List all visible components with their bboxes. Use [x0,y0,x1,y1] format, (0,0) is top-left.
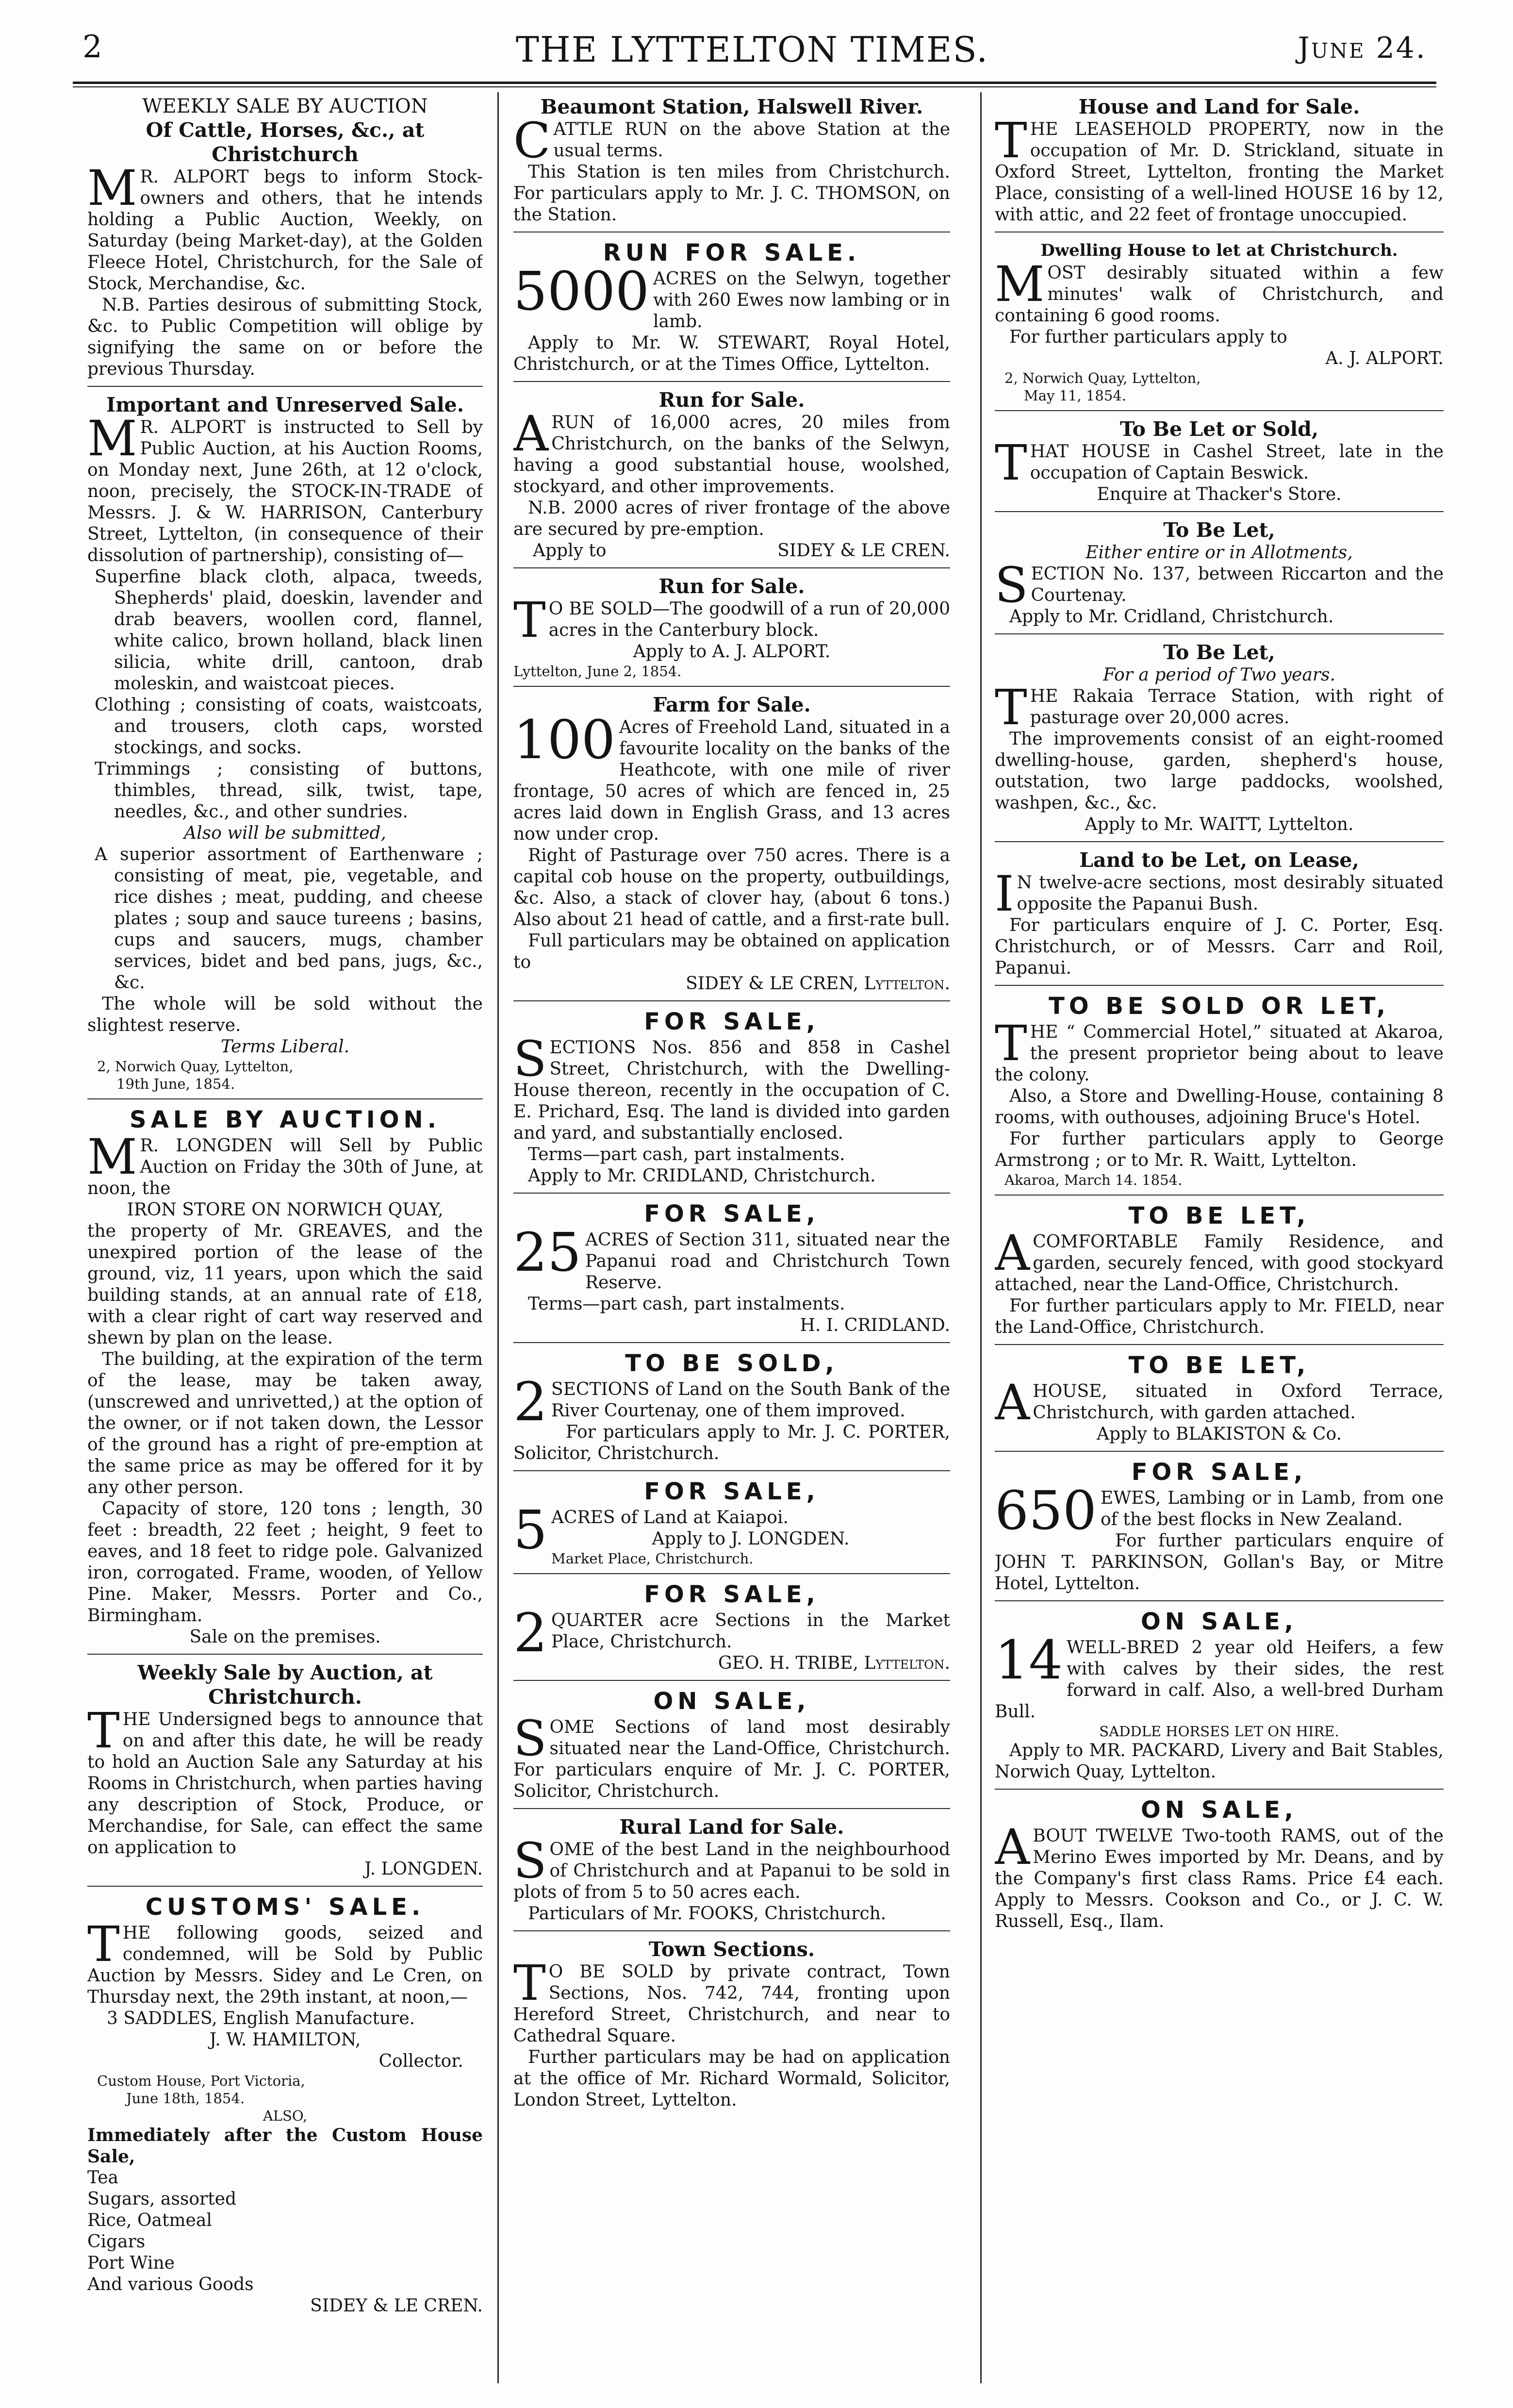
ad-commercial-hotel [995,992,1444,1189]
list-item: 3 SADDLES, English Manufacture. [107,2009,415,2028]
ad-heading: Weekly Sale by Auction, at Christchurch. [137,1661,433,1709]
apply-line: Apply to Mr. Cridland, Christchurch. [1009,607,1334,627]
ad-paragraph: For further particulars apply to Mr. FIELD, near the Land-Office, Christchurch. [995,1296,1444,1337]
separator [995,410,1444,411]
ad-body: 2 QUARTER acre Sections in the Market Place, Christchurch. [513,1602,950,1664]
drop-initial: A [995,1374,1030,1431]
date: Lyttelton, June 2, 1854. [513,663,682,680]
ad-body: T O BE SOLD—The goodwill of a run of 20,000 acres in the Canterbury block. [513,592,950,648]
goods-item: Cigars [87,2232,146,2252]
ad-weekly-sale [87,95,483,380]
ad-body: 2 SECTIONS of Land on the South Bank of the River Courtenay, one of them improved. [513,1371,950,1433]
ad-weekly-christchurch [87,1661,483,1880]
ad-paragraph: This Station is ten miles from Christchurch. For particulars apply to Mr. J. C. THOMSON, on the Station. [513,162,950,225]
separator [513,1342,950,1343]
ad-note: N.B. Parties desirous of submitting Stock, &c. to Public Competition will oblige by signifying the same on or before the previous Thursday. [87,295,483,379]
ad-note: N.B. 2000 acres of river frontage of the above are secured by pre-emption. [513,498,950,539]
ad-land-lease [995,848,1444,979]
ad-body: MOST desirably situated within a few minutes' walk of Christchurch, and containing 6 good rooms. [995,256,1444,326]
apply-line: Apply to A. J. ALPORT. [633,642,831,662]
ad-heading: ON SALE, [653,1688,810,1715]
separator [87,1886,483,1887]
drop-initial: A [995,1819,1030,1876]
ad-subheading: Of Cattle, Horses, &c., at Christchurch [146,118,425,166]
ad-heading: WEEKLY SALE BY AUCTION [142,95,428,117]
ad-heading: TO BE SOLD, [625,1350,839,1377]
ad-body: 25 ACRES of Section 311, situated near the Papanui road and Christchurch Town Reserve. [513,1221,950,1293]
ad-heading: TO BE SOLD OR LET, [1049,993,1390,1020]
drop-number: 5 [513,1499,547,1561]
masthead-rule [73,82,1436,84]
apply-line: Apply to J. LONGDEN. [652,1529,850,1549]
separator [87,1098,483,1099]
drop-initial: T [87,1916,120,1973]
ad-body: THE Undersigned begs to announce that on and after this date, he will be ready to hold an Auction Sale any Saturday at his Rooms in Christchurch, when parties having any description of Stock, Produce, or Merchandise, for Sale, can effect the same on application to [87,1702,483,1858]
separator [513,1573,950,1574]
ad-paragraph: Right of Pasturage over 750 acres. There is a capital cob house on the property, outbuildings, &c. Also, a stack of clover hay, (about 6 tons.) Also about 21 head of cattle, and a first-rate bull. [513,846,950,930]
drop-initial: T [995,112,1027,169]
ad-two-sections [513,1349,950,1464]
ad-heading: ON SALE, [1140,1608,1298,1635]
separator [513,381,950,382]
ad-paragraph: Particulars of Mr. FOOKS, Christchurch. [528,1904,887,1924]
ad-sections-cashel [513,1007,950,1187]
ad-body: THE following goods, seized and condemned, will be Sold by Public Auction by Messrs. Sidey and Le Cren, on Thursday next, the 29th instant, at noon,— [87,1916,483,2007]
signature-title: Collector. [378,2051,463,2071]
drop-initial: M [995,256,1045,313]
ad-paragraph: The building, at the expiration of the term of the lease, may be taken away, (unscrewed and unrivetted,) at the option of the owner, or if not taken down, the Lessor of the ground has a right of pre-emption at the same price as may be offered for it by any other person. [87,1349,483,1497]
ad-body: SECTIONS Nos. 856 and 858 in Cashel Street, Christchurch, with the Dwelling-House thereon, recently in the occupation of C. E. Prichard, Esq. The land is divided into garden and yard, and substantially enclosed. [513,1030,950,1143]
separator [513,1930,950,1931]
separator [513,567,950,568]
ad-heading: Farm for Sale. [653,693,811,716]
also-label: ALSO, [263,2108,308,2124]
drop-initial: M [87,410,137,467]
drop-initial: A [995,1225,1030,1281]
ad-heading: FOR SALE, [644,1200,820,1228]
ad-body: AHOUSE, situated in Oxford Terrace, Christchurch, with garden attached. [995,1374,1444,1431]
ad-body: T O BE SOLD by private contract, Town Sections, Nos. 742, 744, fronting upon Hereford Street, Christchurch, and near to Cathedral Square. [513,1955,950,2046]
separator [513,1680,950,1681]
drop-initial: T [513,592,546,648]
ad-body: 14 WELL-BRED 2 year old Heifers, a few with calves by their sides, the rest forward in calf. Also, a well-bred Durham Bull. [995,1629,1444,1722]
ad-subheading: For a period of Two years. [1103,665,1335,685]
drop-initial: I [995,865,1014,922]
date: May 11, 1854. [1024,387,1126,404]
ad-paragraph: For further particulars enquire of JOHN T. PARKINSON, Gollan's Bay, or Mitre Hotel, Lyttelton. [995,1531,1444,1594]
ad-body: SOME Sections of land most desirably situated near the Land-Office, Christchurch. For particulars enquire of Mr. J. C. PORTER, Solicitor, Christchurch. [513,1710,950,1801]
drop-initial: S [513,1832,547,1889]
drop-number: 2 [513,1371,547,1433]
ad-paragraph: The improvements consist of an eight-roomed dwelling-house, garden, shepherd's house, outstation, two large paddocks, woolshed, washpen, &c., &c. [995,729,1444,813]
signature: J. W. HAMILTON, [209,2030,361,2050]
terms: Terms—part cash, part instalments. [528,1145,845,1164]
ad-body: 650 EWES, Lambing or in Lamb, from one of the best flocks in New Zealand. [995,1479,1444,1542]
ad-paragraph: For further particulars apply to George Armstrong ; or to Mr. R. Waitt, Lyttelton. [995,1129,1444,1170]
list-item: Clothing ; consisting of coats, waistcoats, and trousers, cloth caps, worsted stockings, and socks. [95,695,483,758]
apply-line: Apply to SIDEY & LE CREN. [533,541,950,561]
ad-body: 5 ACRES of Land at Kaiapoi. [513,1499,789,1561]
ad-paragraph: Apply to MR. PACKARD, Livery and Bait Stables, Norwich Quay, Lyttelton. [995,1741,1444,1782]
ad-heading: TO BE LET, [1128,1202,1310,1229]
ad-paragraph: Also, a Store and Dwelling-House, containing 8 rooms, with outhouses, adjoining Bruce's Hotel. [995,1086,1444,1128]
ad-heading: FOR SALE, [644,1008,820,1035]
ad-heading: Important and Unreserved Sale. [106,393,464,416]
ad-beaumont-station [513,95,950,226]
ad-customs-sale [87,1893,483,2317]
ad-subheading: Immediately after the Custom House Sale, [87,2125,483,2167]
ad-rams [995,1795,1444,1932]
separator [513,1000,950,1001]
drop-number: 25 [513,1221,581,1283]
ad-paragraph: Enquire at Thacker's Store. [1097,484,1342,504]
ad-heading: Rural Land for Sale. [619,1815,844,1839]
column-2 [513,95,950,2111]
ad-heading: Run for Sale. [658,575,805,598]
ad-paragraph: Sale on the premises. [189,1627,381,1647]
ad-heading: Run for Sale. [658,388,805,412]
ad-body: THAT HOUSE in Cashel Street, late in the occupation of Captain Beswick. [995,434,1444,491]
goods-item: Rice, Oatmeal [87,2210,212,2230]
ad-section-137 [995,518,1444,628]
ad-subheading: Also will be submitted, [184,823,386,843]
list-item: A superior assortment of Earthenware ; consisting of meat, pie, vegetable, and rice dishes ; meat, pudding, and cheese plates ; soup and sauce tureens ; basins, cups and saucers, mugs, chamber services, bidet and bed pans, jugs, &c., &c. [95,845,483,993]
ad-sale-by-auction [87,1105,483,1648]
terms: Terms Liberal. [220,1037,350,1057]
ad-body: M R. ALPORT begs to inform Stock-owners and others, that he intends holding a Public Auction, Weekly, on Saturday (being Market-day), at the Golden Fleece Hotel, Christchurch, for the Sale of Stock, Merchandise, &c. [87,160,483,294]
separator [995,1195,1444,1196]
date: 19th June, 1854. [116,1076,235,1092]
ad-oxford-terrace [995,1351,1444,1445]
address: 2, Norwich Quay, Lyttelton, [97,1058,294,1075]
ad-unreserved-sale [87,393,483,1093]
ad-paragraph: Further particulars may be had on application at the office of Mr. Richard Wormald, Solicitor, London Street, Lyttelton. [513,2047,950,2110]
goods-item: Port Wine [87,2253,175,2273]
ad-650-ewes [995,1458,1444,1594]
apply-line: Apply to Mr. CRIDLAND, Christchurch. [528,1166,876,1186]
address: 2, Norwich Quay, Lyttelton, [1004,370,1201,386]
ad-body: M R. LONGDEN will Sell by Public Auction on Friday the 30th of June, at noon, the [87,1129,483,1198]
signature: J. LONGDEN. [364,1859,483,1879]
ad-body: SECTION No. 137, between Riccarton and the Courtenay. [995,557,1444,614]
drop-initial: A [513,405,549,462]
address: Market Place, Christchurch. [551,1550,754,1567]
ad-body: SOME of the best Land in the neighbourhood of Christchurch and at Papanui to be sold in plots of from 5 to 50 acres each. [513,1832,950,1902]
ad-run-goodwill [513,574,950,680]
ad-heading: RUN FOR SALE. [603,239,861,266]
ad-quarter-acre [513,1580,950,1674]
ad-heading: To Be Let, [1163,641,1275,664]
ad-heading: To Be Let, [1163,518,1275,542]
ad-rakaia-station [995,640,1444,835]
separator [995,1789,1444,1790]
separator [87,386,483,387]
drop-initial: T [995,434,1027,491]
ad-heading: FOR SALE, [644,1581,820,1608]
ad-paragraph: Full particulars may be obtained on application to [513,931,950,972]
separator [87,1654,483,1655]
ad-dwelling-house [995,238,1444,404]
ad-heading: Town Sections. [648,1938,815,1961]
column-3 [995,95,1444,1932]
ad-body: 100 Acres of Freehold Land, situated in a favourite locality on the banks of the Heathcote, with one mile of river frontage, 50 acres of which are fenced in, 25 acres laid down in English Grass, and 13 acres now under crop. [513,709,950,844]
ad-body: THE LEASEHOLD PROPERTY, now in the occupation of Mr. D. Strickland, situate in Oxford Street, Lyttelton, fronting the Market Place, consisting of a well-lined HOUSE 16 by 12, with attic, and 22 feet of frontage unoccupied. [995,112,1444,225]
newspaper-title: THE LYTTELTON TIMES. [515,29,989,70]
drop-initial: T [995,679,1027,736]
drop-initial: S [513,1710,547,1767]
ad-heading: FOR SALE, [1131,1459,1307,1486]
ad-heifers [995,1607,1444,1783]
ad-paragraph: Capacity of store, 120 tons ; length, 30 feet : breadth, 22 feet ; height, 9 feet to eaves, and 18 feet to ridge pole. Galvanized iron, corrogated. Frame, wooden, of Yellow Pine. Maker, Messrs. Porter and Co., Birmingham. [87,1499,483,1626]
signature: H. I. CRIDLAND. [800,1315,950,1335]
ad-body: ACOMFORTABLE Family Residence, and garden, securely fenced, with good stockyard attached, near the Land-Office, Christchurch. [995,1225,1444,1295]
ad-paragraph: the property of Mr. GREAVES, and the unexpired portion of the lease of the ground, viz, 11 years, upon which the said building stands, at an annual rate of £18, with a clear right of cart way reserved and shewn by plan on the lease. [87,1221,483,1348]
ad-heading: Beaumont Station, Halswell River. [540,95,923,118]
ad-body: I N twelve-acre sections, most desirably situated opposite the Papanui Bush. [995,865,1444,922]
terms: Terms—part cash, part instalments. [528,1294,845,1314]
ad-body: THE “ Commercial Hotel,” situated at Akaroa, the present proprietor being about to leave the colony. [995,1015,1444,1085]
apply-line: Apply to BLAKISTON & Co. [1096,1424,1342,1444]
goods-item: Sugars, assorted [87,2189,237,2209]
ad-body: 5000 ACRES on the Selwyn, together with 260 Ewes now lambing or in lamb. [513,260,950,332]
ad-heading: CUSTOMS' SALE. [145,1893,425,1921]
date: June 18th, 1854. [126,2090,245,2107]
drop-initial: S [513,1030,547,1087]
ad-heading: ON SALE, [1140,1796,1298,1824]
ad-body: ABOUT TWELVE Two-tooth RAMS, out of the Merino Ewes imported by Mr. Deans, and by the Company's first class Rams. Price £4 each. Apply to Messrs. Cookson and Co., or J. C. W. Russell, Esq., Ilam. [995,1819,1444,1931]
separator [513,1193,950,1194]
drop-initial: M [87,1129,137,1185]
ad-town-sections [513,1937,950,2111]
list-item: Superfine black cloth, alpaca, tweeds, Shepherds' plaid, doeskin, lavender and drab beavers, woollen cord, flannel, white calico, brown holland, black linen silicia, white drill, cantoon, drab moleskin, and waistcoat pieces. [95,567,483,694]
separator [995,511,1444,512]
drop-initial: T [513,1955,546,2011]
ad-heading: Dwelling House to let at Christchurch. [1040,241,1398,260]
ad-body: ARUN of 16,000 acres, 20 miles from Christchurch, on the banks of the Selwyn, having a good substantial house, woolshed, stockyard, and other improvements. [513,405,950,497]
drop-number: 5000 [513,260,649,322]
ad-kaiapoi [513,1477,950,1567]
page-number: 2 [82,29,102,65]
separator [995,1600,1444,1601]
ad-let-or-sold [995,417,1444,505]
separator [995,841,1444,842]
column-divider [497,92,499,2383]
drop-number: 2 [513,1602,547,1664]
ad-heading: FOR SALE, [644,1478,820,1505]
drop-number: 650 [995,1479,1097,1542]
ad-rural-land [513,1815,950,1925]
ad-paragraph: For particulars enquire of J. C. Porter, Esq. Christchurch, or of Messrs. Carr and Roil, Papanui. [995,915,1444,978]
address: Custom House, Port Victoria, [97,2073,305,2089]
drop-initial: T [87,1702,120,1759]
property-name: IRON STORE ON NORWICH QUAY, [127,1200,444,1220]
goods-item: And various Goods [87,2275,254,2294]
ad-body: CATTLE RUN on the above Station at the usual terms. [513,112,950,169]
ad-family-residence [995,1201,1444,1338]
signature: GEO. H. TRIBE, Lyttelton. [718,1653,950,1673]
ad-run-16000 [513,388,950,562]
apply-line: Apply to Mr. WAITT, Lyttelton. [1085,814,1354,834]
separator [995,633,1444,634]
ad-on-sale-land [513,1687,950,1802]
drop-initial: C [513,112,551,169]
drop-initial: S [995,557,1028,614]
ad-note: The whole will be sold without the slightest reserve. [87,994,483,1035]
signature: SIDEY & LE CREN, Lyttelton. [686,974,950,994]
ad-subheading: SADDLE HORSES LET ON HIRE. [1099,1723,1339,1740]
signature: SIDEY & LE CREN. [310,2296,483,2316]
ad-heading: SALE BY AUCTION. [130,1106,441,1133]
ad-subheading: Either entire or in Allotments, [1085,543,1353,563]
column-1 [87,95,483,2317]
drop-initial: M [87,160,137,216]
masthead [73,29,1431,78]
ad-25-acres [513,1199,950,1336]
goods-item: Tea [87,2168,118,2188]
separator [513,686,950,687]
drop-number: 100 [513,709,615,771]
ad-heading: TO BE LET, [1128,1352,1310,1379]
ad-run-for-sale [513,238,950,375]
date: Akaroa, March 14. 1854. [1004,1172,1183,1188]
ad-heading: To Be Let or Sold, [1119,417,1319,441]
ad-paragraph: For further particulars apply to [1009,327,1287,347]
separator [995,985,1444,986]
drop-number: 14 [995,1629,1063,1691]
drop-initial: T [995,1015,1027,1072]
separator [513,1808,950,1809]
separator [995,1451,1444,1452]
issue-date: June 24. [1298,31,1427,65]
list-item: Trimmings ; consisting of buttons, thimbles, thread, silk, twist, tape, needles, &c., and other sundries. [95,759,483,822]
column-divider [980,92,982,2383]
ad-paragraph: Apply to Mr. W. STEWART, Royal Hotel, Christchurch, or at the Times Office, Lyttelton. [513,333,950,374]
ad-house-land-sale [995,95,1444,226]
masthead-rule-thin [73,86,1436,87]
ad-body: THE Rakaia Terrace Station, with right of pasturage over 20,000 acres. [995,679,1444,736]
separator [513,1470,950,1471]
signature: A. J. ALPORT. [1325,349,1444,368]
ad-paragraph: For particulars apply to Mr. J. C. PORTER, Solicitor, Christchurch. [513,1422,950,1463]
ad-heading: House and Land for Sale. [1078,95,1360,118]
ad-body: M R. ALPORT is instructed to Sell by Public Auction, at his Auction Rooms, on Monday next, June 26th, at 12 o'clock, noon, precisely, the STOCK-IN-TRADE of Messrs. J. & W. HARRISON, Canterbury Street, Lyttelton, (in consequence of their dissolution of partnership), consisting of— [87,410,483,565]
ad-farm-for-sale [513,693,950,995]
ad-heading: Land to be Let, on Lease, [1079,848,1359,872]
separator [995,1344,1444,1345]
